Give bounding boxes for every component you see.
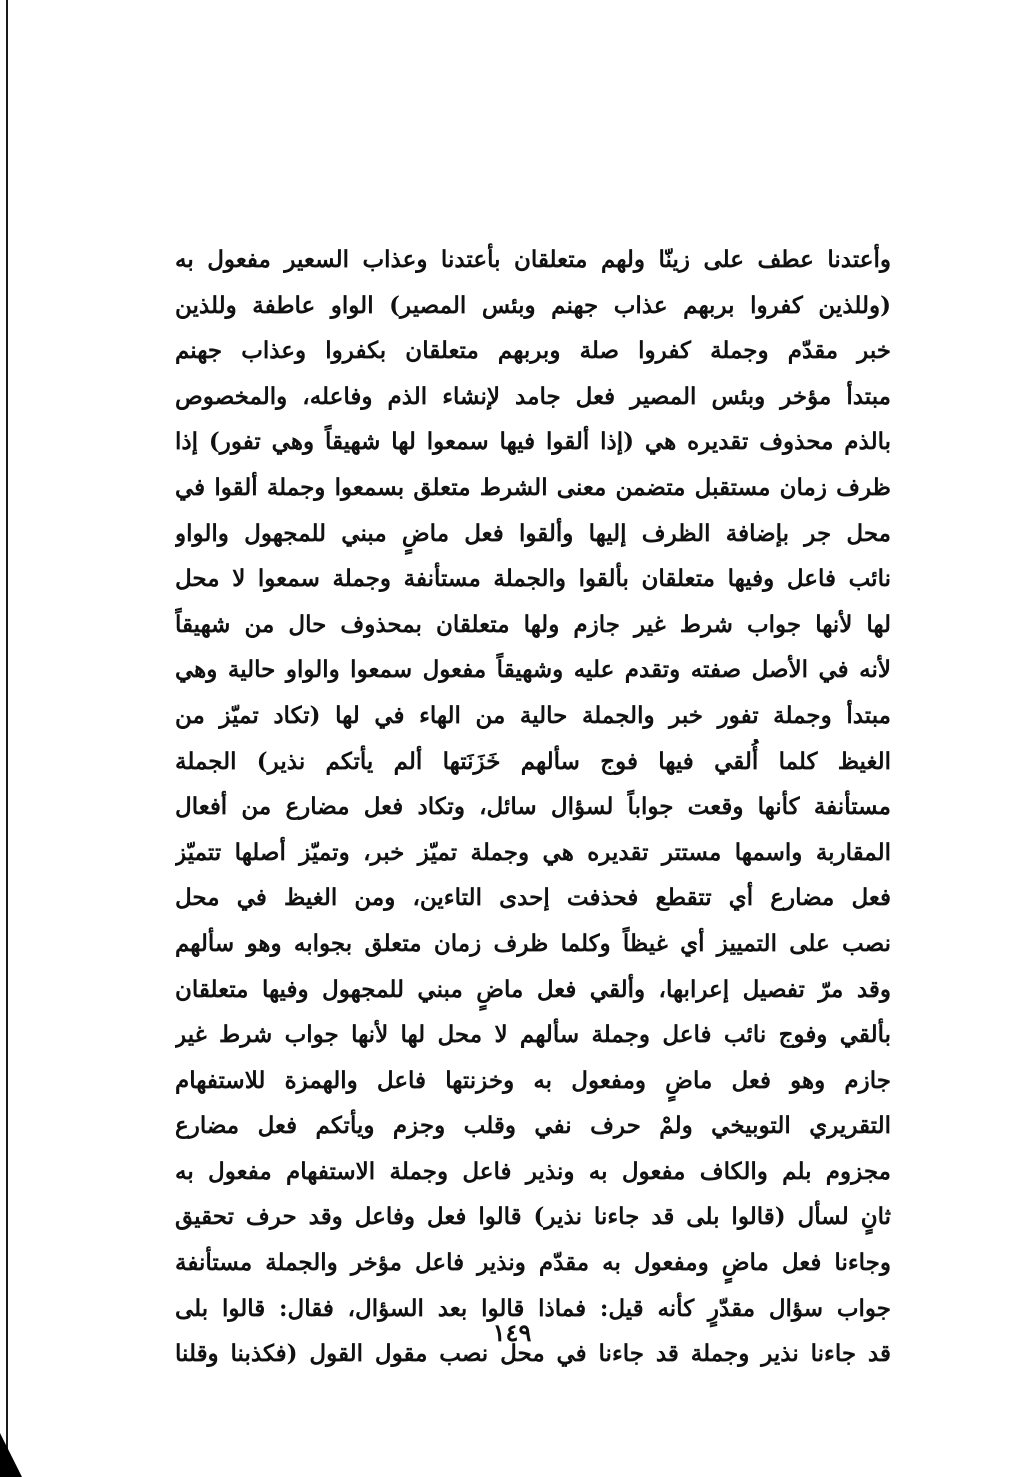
text-line: مبتدأ مؤخر وبئس المصير فعل جامد لإنشاء الذم وفاعله، والمخصوص xyxy=(175,382,891,410)
text-line: وجاءنا فعل ماضٍ ومفعول به مقدّم ونذير فاعل مؤخر والجملة مستأنفة xyxy=(175,1249,891,1277)
page-edge-border xyxy=(6,0,8,1477)
text-line: قد جاءنا نذير وجملة قد جاءنا في محل نصب مقول القول (فكذبنا وقلنا xyxy=(175,1340,891,1368)
page-number: ١٤٩ xyxy=(492,1318,532,1347)
text-line: (وللذين كفروا بربهم عذاب جهنم وبئس المصير) الواو عاطفة وللذين xyxy=(175,291,891,319)
text-line: وقد مرّ تفصيل إعرابها، وألقي فعل ماضٍ مبني للمجهول وفيها متعلقان xyxy=(175,975,891,1003)
scan-corner-mark xyxy=(0,1433,22,1477)
text-line: مستأنفة كأنها وقعت جواباً لسؤال سائل، وتكاد فعل مضارع من أفعال xyxy=(175,793,891,821)
text-line: التقريري التوبيخي ولمْ حرف نفي وقلب وجزم ويأتكم فعل مضارع xyxy=(175,1112,891,1140)
text-line: ظرف زمان مستقبل متضمن معنى الشرط متعلق بسمعوا وجملة ألقوا في xyxy=(175,473,891,501)
text-line: الغيظ كلما أُلقي فيها فوج سألهم خَزَنَتها ألم يأتكم نذير) الجملة xyxy=(175,747,891,775)
text-line: بالذم محذوف تقديره هي (إذا ألقوا فيها سمعوا لها شهيقاً وهي تفور) إذا xyxy=(175,428,891,456)
text-line: لها لأنها جواب شرط غير جازم ولها متعلقان بمحذوف حال من شهيقاً xyxy=(175,610,891,638)
text-line: ثانٍ لسأل (قالوا بلى قد جاءنا نذير) قالوا فعل وفاعل وقد حرف تحقيق xyxy=(175,1203,891,1231)
text-line: المقاربة واسمها مستتر تقديره هي وجملة تميّز خبر، وتميّز أصلها تتميّز xyxy=(175,838,891,866)
text-line: جواب سؤال مقدّرٍ كأنه قيل: فماذا قالوا بعد السؤال، فقال: قالوا بلى xyxy=(175,1294,891,1322)
text-line: بألقي وفوج نائب فاعل وجملة سألهم لا محل لها لأنها جواب شرط غير xyxy=(175,1021,891,1049)
text-line: مبتدأ وجملة تفور خبر والجملة حالية من الهاء في لها (تكاد تميّز من xyxy=(175,701,891,729)
text-line: وأعتدنا عطف على زينّا ولهم متعلقان بأعتدنا وعذاب السعير مفعول به xyxy=(175,246,891,273)
text-line: نائب فاعل وفيها متعلقان بألقوا والجملة مستأنفة وجملة سمعوا لا محل xyxy=(175,565,891,593)
body-text xyxy=(175,237,891,1377)
text-line: نصب على التمييز أي غيظاً وكلما ظرف زمان متعلق بجوابه وهو سألهم xyxy=(175,929,891,957)
text-line: جازم وهو فعل ماضٍ ومفعول به وخزنتها فاعل والهمزة للاستفهام xyxy=(175,1066,891,1094)
text-line: خبر مقدّم وجملة كفروا صلة وبربهم متعلقان بكفروا وعذاب جهنم xyxy=(175,337,891,365)
text-line: محل جر بإضافة الظرف إليها وألقوا فعل ماضٍ مبني للمجهول والواو xyxy=(175,519,891,547)
text-line: لأنه في الأصل صفته وتقدم عليه وشهيقاً مفعول سمعوا والواو حالية وهي xyxy=(175,656,891,684)
text-line: مجزوم بلم والكاف مفعول به ونذير فاعل وجملة الاستفهام مفعول به xyxy=(175,1157,891,1185)
text-line: فعل مضارع أي تتقطع فحذفت إحدى التاءين، ومن الغيظ في محل xyxy=(175,884,891,912)
